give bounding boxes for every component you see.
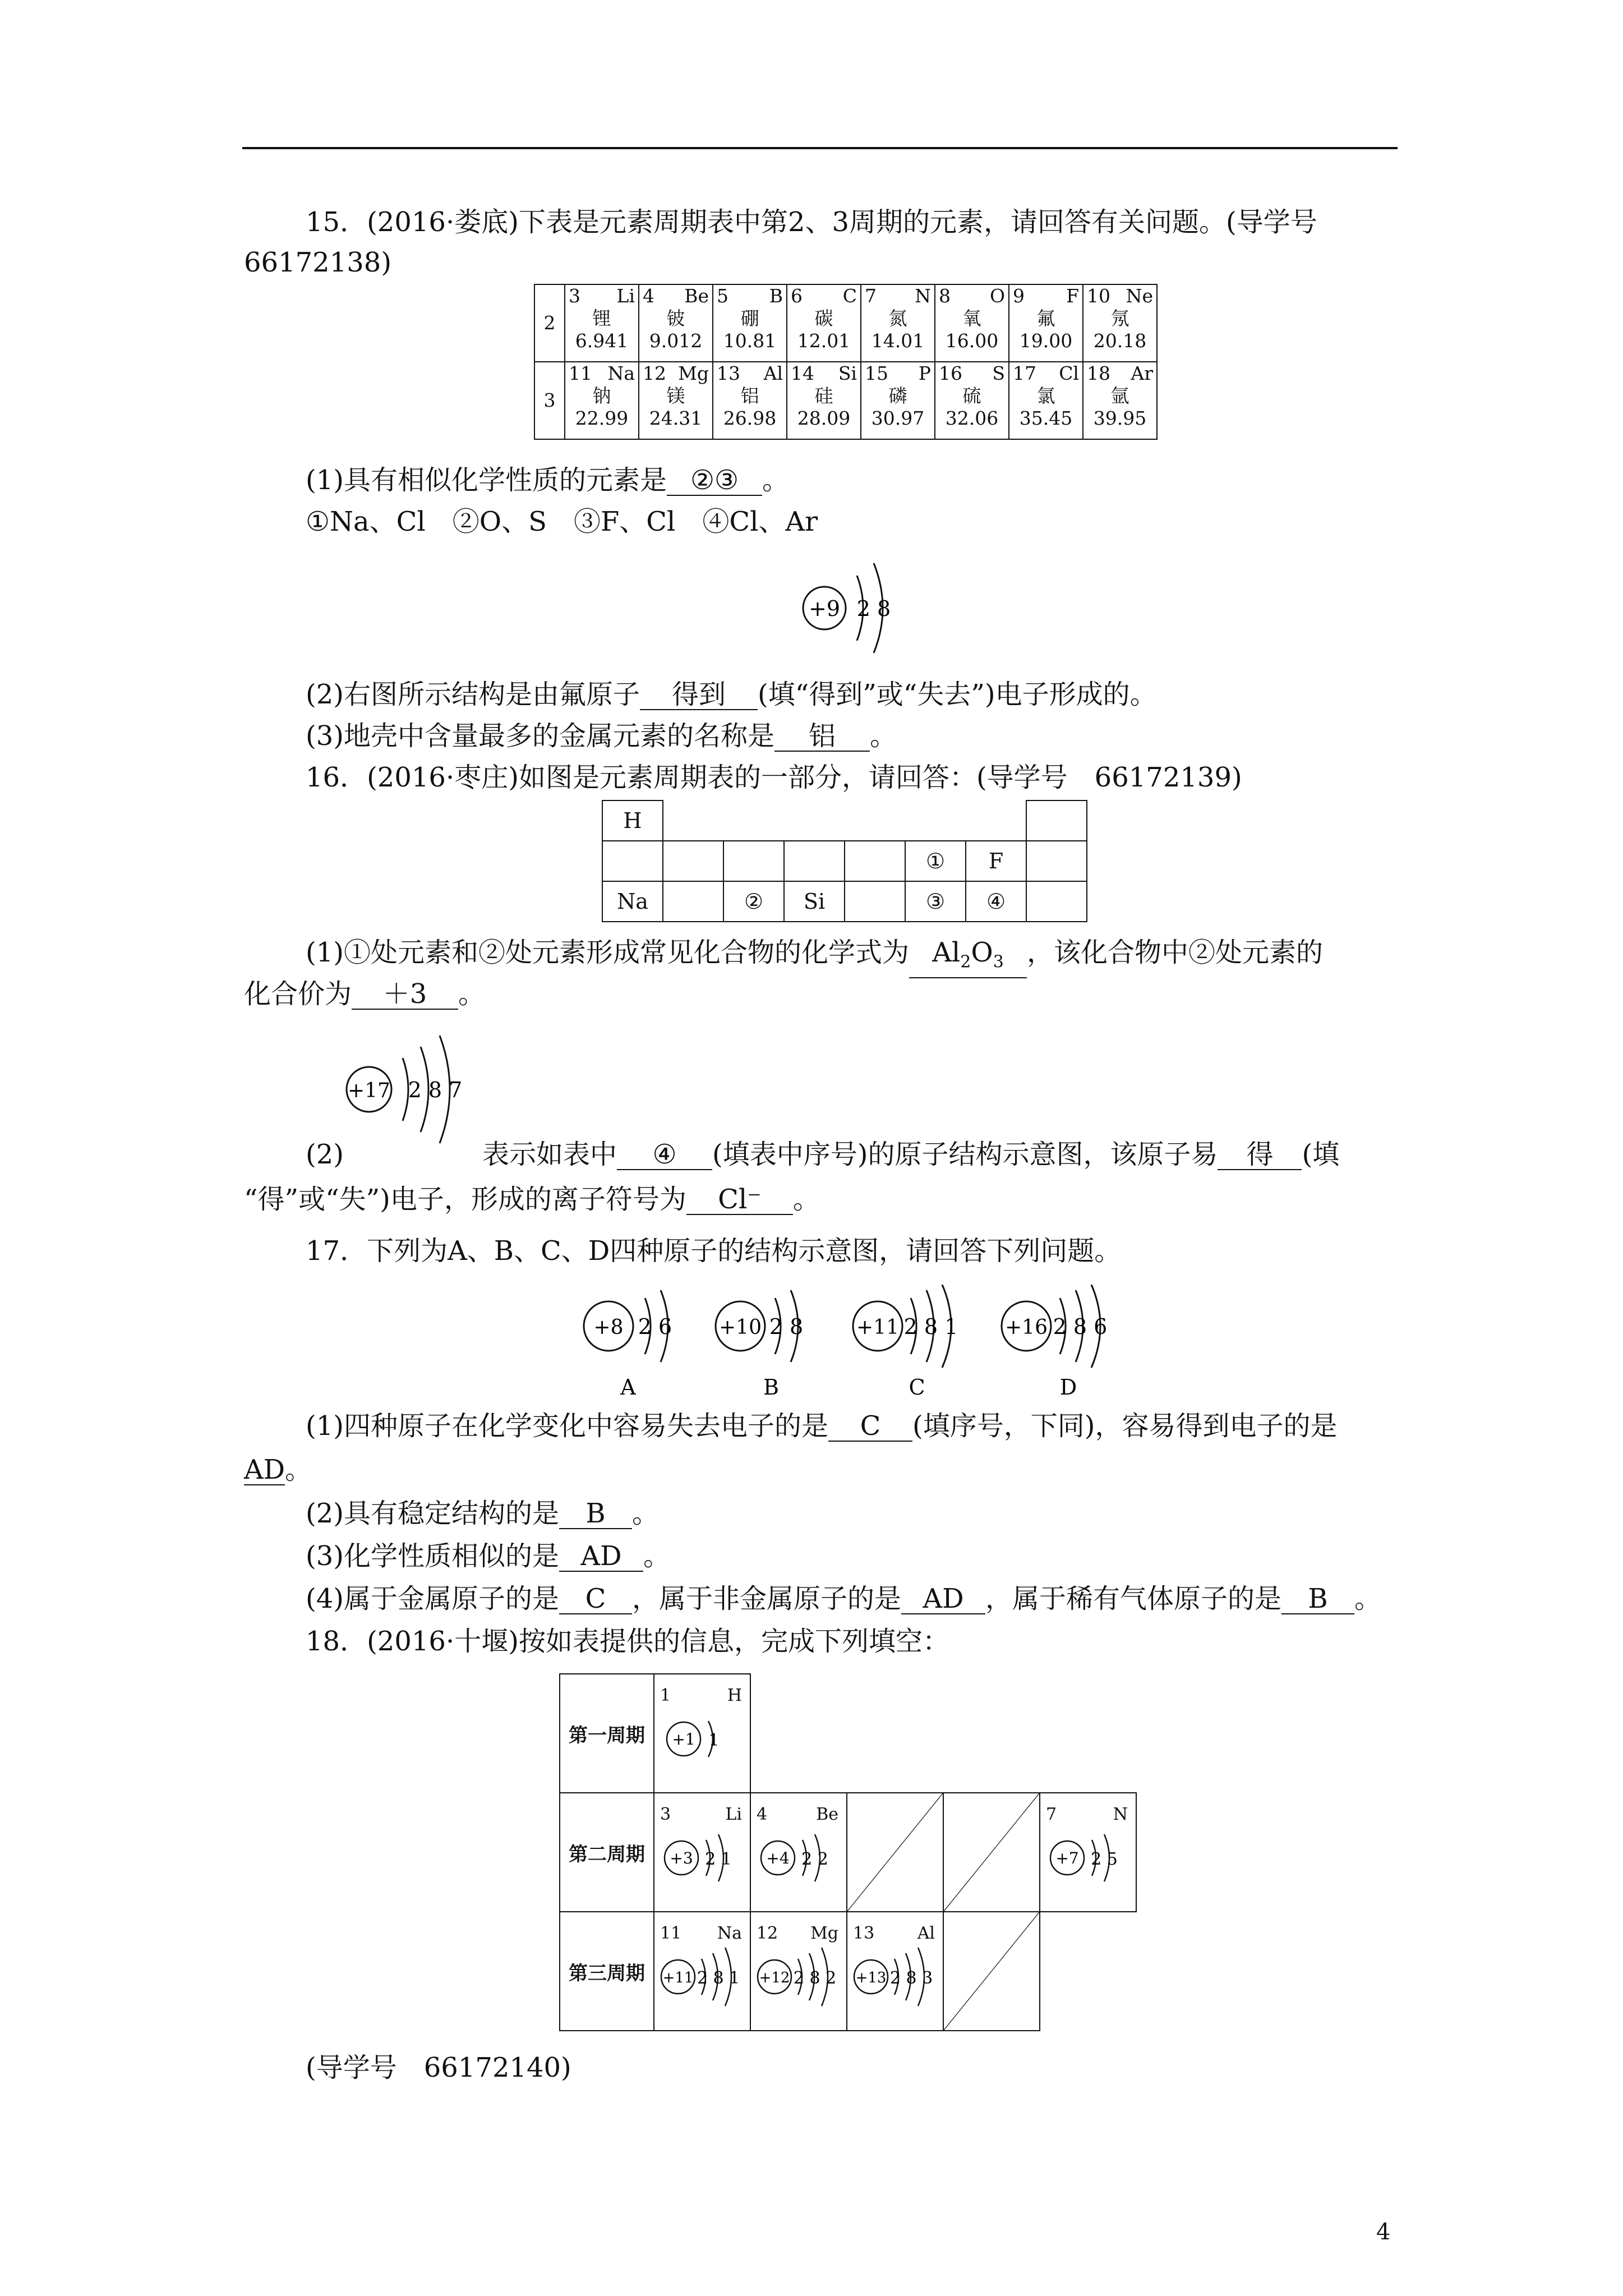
svg-text:+10: +10 <box>719 1316 762 1339</box>
atom-C <box>853 1285 958 1400</box>
svg-text:2 8 3: 2 8 3 <box>889 1968 933 1988</box>
q18-footer: (导学号 66172140) <box>306 2052 571 2083</box>
element-cell: 18 Ar 氩 39.95 <box>1083 362 1157 439</box>
shell-arc <box>403 1058 408 1121</box>
nucleus-charge: +9 <box>808 596 841 621</box>
svg-text:B: B <box>763 1375 779 1400</box>
blank-cell <box>943 1912 1040 2031</box>
q15-stem: 15．(2016·娄底)下表是元素周期表中第2、3周期的元素，请回答有关问题。(导学号 <box>306 206 1317 238</box>
table-cell: Na <box>602 881 663 922</box>
svg-text:2 2: 2 2 <box>801 1849 828 1869</box>
element-cell: 4 Be +4 2 2 <box>750 1793 847 1912</box>
answer-blank: 铝 <box>774 721 870 752</box>
q17-stem: 17．下列为A、B、C、D四种原子的结构示意图，请回答下列问题。 <box>306 1235 1122 1267</box>
answer-blank: AD <box>559 1542 643 1572</box>
table-cell <box>845 881 905 922</box>
element-cell: 9 F 氟 19.00 <box>1009 284 1083 362</box>
svg-text:+11: +11 <box>856 1316 899 1339</box>
table-cell <box>663 841 723 881</box>
answer-blank: C <box>559 1584 632 1614</box>
element-cell: 12 Mg +12 2 8 2 <box>750 1912 847 2031</box>
svg-text:2 8 2: 2 8 2 <box>793 1968 837 1988</box>
q16-atom-diagram <box>336 1027 488 1156</box>
q15-options: ①Na、Cl ②O、S ③F、Cl ④Cl、Ar <box>306 506 818 537</box>
table-cell <box>784 841 845 881</box>
period-label: 2 <box>534 284 565 362</box>
element-cell: 3 Li 锂 6.941 <box>565 284 639 362</box>
atom-A <box>584 1290 672 1400</box>
shell-electrons: 2 8 <box>856 596 891 621</box>
shell-electrons: 2 8 7 <box>408 1078 463 1102</box>
svg-text:2 8 1: 2 8 1 <box>903 1314 958 1339</box>
answer-blank: 得到 <box>640 680 758 710</box>
svg-text:+13: +13 <box>855 1970 887 1986</box>
element-cell: 10 Ne 氖 20.18 <box>1083 284 1157 362</box>
element-cell: 6 C 碳 12.01 <box>787 284 861 362</box>
table-cell <box>602 841 663 881</box>
q17-atom-diagrams <box>572 1285 1133 1408</box>
period-label: 3 <box>534 362 565 439</box>
element-cell: 13 Al 铝 26.98 <box>713 362 787 439</box>
element-cell: 5 B 硼 10.81 <box>713 284 787 362</box>
answer-blank: B <box>559 1499 632 1529</box>
q15-part3: (3)地壳中含量最多的金属元素的名称是 铝 。 <box>306 720 897 752</box>
diagonal-line <box>944 1793 1039 1911</box>
q15-stem-id: 66172138) <box>244 247 392 278</box>
table-cell: ④ <box>966 881 1026 922</box>
element-cell: 14 Si 硅 28.09 <box>787 362 861 439</box>
svg-text:2 1: 2 1 <box>705 1849 732 1869</box>
q16-part2-label: (2) <box>306 1139 344 1170</box>
svg-text:1: 1 <box>708 1731 720 1750</box>
q17-part3: (3)化学性质相似的是 AD 。 <box>306 1540 671 1572</box>
answer-blank: ②③ <box>667 466 762 496</box>
svg-text:+12: +12 <box>759 1970 790 1986</box>
q16-part2: 表示如表中 ④ (填表中序号)的原子结构示意图，该原子易 得 (填 <box>482 1139 1340 1170</box>
q15-part1: (1)具有相似化学性质的元素是 ②③ 。 <box>306 464 790 496</box>
element-cell: 8 O 氧 16.00 <box>935 284 1009 362</box>
table-cell <box>663 881 723 922</box>
element-cell: 3 Li +3 2 1 <box>654 1793 750 1912</box>
svg-text:C: C <box>909 1375 925 1400</box>
answer-blank: AD <box>244 1454 285 1485</box>
atom-diagram <box>654 1824 744 1892</box>
answer-blank: B <box>1281 1584 1354 1614</box>
q15-part2: (2)右图所示结构是由氟原子 得到 (填“得到”或“失去”)电子形成的。 <box>306 679 1157 710</box>
atom-B <box>716 1290 803 1400</box>
q18-stem: 18．(2016·十堰)按如表提供的信息，完成下列填空： <box>306 1626 949 1657</box>
atom-diagram <box>654 1705 744 1773</box>
svg-text:D: D <box>1059 1375 1077 1400</box>
element-cell: 7 N +7 2 5 <box>1040 1793 1136 1912</box>
diagonal-line <box>944 1912 1039 2030</box>
answer-blank: ＋3 <box>352 979 458 1010</box>
atom-diagram <box>751 1943 845 2010</box>
top-rule <box>242 147 1398 149</box>
svg-text:2 8 1: 2 8 1 <box>697 1968 740 1988</box>
q16-part1-line2: 化合价为 ＋3 。 <box>244 978 486 1010</box>
q17-part1: (1)四种原子在化学变化中容易失去电子的是 C (填序号，下同)，容易得到电子的是 <box>306 1410 1338 1442</box>
blank-cell <box>847 1793 943 1912</box>
table-cell: ② <box>723 881 784 922</box>
period-label: 第三周期 <box>560 1912 654 2031</box>
atom-diagram <box>751 1824 841 1892</box>
svg-text:+16: +16 <box>1005 1316 1048 1339</box>
q17-part1-line2: AD。 <box>244 1454 312 1485</box>
page-number: 4 <box>1376 2219 1391 2245</box>
blank-cell <box>943 1793 1040 1912</box>
answer-blank: Cl⁻ <box>686 1185 793 1215</box>
atom-D <box>1002 1285 1107 1400</box>
svg-text:+8: +8 <box>593 1316 624 1339</box>
period-label: 第二周期 <box>560 1793 654 1912</box>
table-cell <box>1026 800 1087 841</box>
element-cell: 7 N 氮 14.01 <box>861 284 935 362</box>
q15-periodic-table <box>534 284 1158 440</box>
element-cell: 13 Al +13 2 8 3 <box>847 1912 943 2031</box>
answer-blank: AD <box>901 1584 985 1614</box>
nucleus-charge: +17 <box>348 1079 390 1102</box>
table-cell: ③ <box>905 881 966 922</box>
element-cell: 1 H +1 1 <box>654 1674 750 1793</box>
table-cell <box>845 841 905 881</box>
atom-diagram <box>1040 1824 1130 1892</box>
svg-text:+11: +11 <box>662 1970 694 1986</box>
svg-text:+1: +1 <box>672 1730 695 1749</box>
table-cell: Si <box>784 881 845 922</box>
atom-diagram <box>847 1943 942 2010</box>
svg-text:2 5: 2 5 <box>1091 1849 1118 1869</box>
element-cell: 15 P 磷 30.97 <box>861 362 935 439</box>
q17-part2: (2)具有稳定结构的是 B 。 <box>306 1498 660 1529</box>
svg-text:2 8 6: 2 8 6 <box>1053 1314 1108 1339</box>
q18-periodic-table <box>559 1673 1137 2031</box>
element-cell: 11 Na 钠 22.99 <box>565 362 639 439</box>
answer-formula: $Al_2O_3$ <box>909 938 1027 978</box>
q17-part4: (4)属于金属原子的是 C ，属于非金属原子的是 AD ，属于稀有气体原子的是 B 。 <box>306 1583 1382 1614</box>
table-cell: F <box>966 841 1026 881</box>
table-cell <box>1026 881 1087 922</box>
svg-text:A: A <box>620 1375 636 1400</box>
q16-periodic-table <box>602 800 1087 922</box>
svg-text:+4: +4 <box>766 1849 790 1867</box>
atom-diagram <box>654 1943 749 2010</box>
svg-text:2 8: 2 8 <box>769 1314 804 1339</box>
q16-stem: 16．(2016·枣庄)如图是元素周期表的一部分，请回答：(导学号 66172139) <box>306 762 1242 793</box>
answer-blank: ④ <box>617 1140 712 1170</box>
answer-blank: C <box>828 1411 912 1442</box>
element-cell: 4 Be 铍 9.012 <box>639 284 713 362</box>
table-cell <box>1026 841 1087 881</box>
table-cell: ① <box>905 841 966 881</box>
element-cell: 11 Na +11 2 8 1 <box>654 1912 750 2031</box>
q16-part1: (1)①处元素和②处元素形成常见化合物的化学式为 $Al_2O_3$ ，该化合物中②处元素的 <box>306 936 1323 978</box>
table-cell: H <box>602 800 663 841</box>
answer-blank: 得 <box>1218 1140 1302 1170</box>
svg-text:+3: +3 <box>670 1849 693 1867</box>
svg-text:2 6: 2 6 <box>638 1314 672 1339</box>
q15-ion-diagram <box>791 547 914 671</box>
element-cell: 12 Mg 镁 24.31 <box>639 362 713 439</box>
q16-part2-line2: “得”或“失”)电子，形成的离子符号为 Cl⁻ 。 <box>244 1184 820 1215</box>
svg-text:+7: +7 <box>1055 1849 1079 1867</box>
table-cell <box>723 841 784 881</box>
period-label: 第一周期 <box>560 1674 654 1793</box>
diagonal-line <box>847 1793 943 1911</box>
element-cell: 16 S 硫 32.06 <box>935 362 1009 439</box>
element-cell: 17 Cl 氯 35.45 <box>1009 362 1083 439</box>
